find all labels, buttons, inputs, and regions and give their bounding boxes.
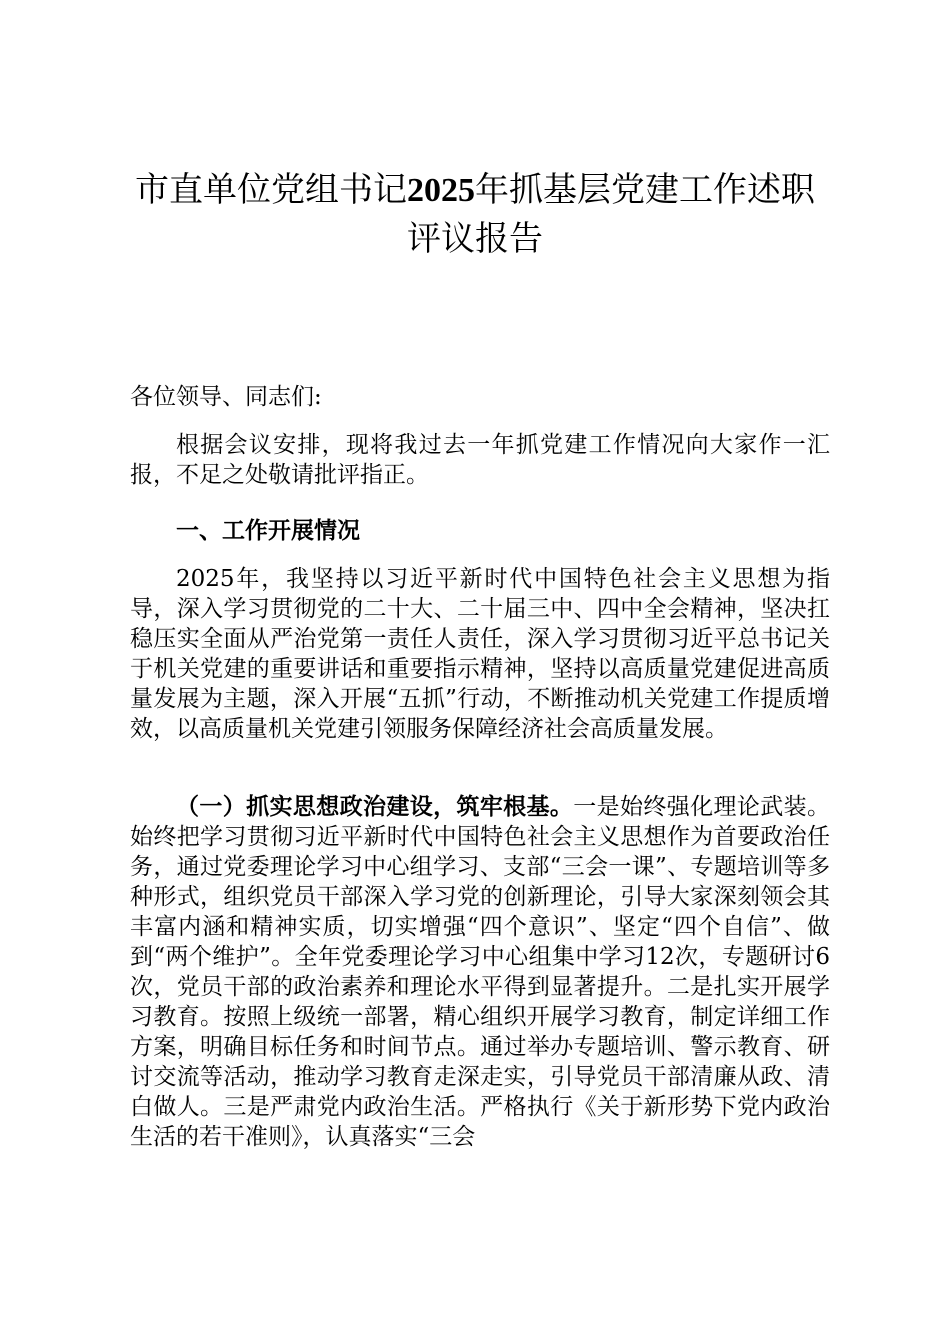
subsection-heading: （一）抓实思想政治建设，筑牢根基。 [176,793,574,820]
title-part-2: 年抓基层党建工作述职评议报告 [407,170,815,259]
summary-paragraph: 2025年，我坚持以习近平新时代中国特色社会主义思想为指导，深入学习贯彻党的二十大、二十届三中、四中全会精神，坚决扛稳压实全面从严治党第一责任人责任，深入学习贯彻习近平总书记关于机关党建的重要讲话和重要指示精神，坚持以高质量党建促进高质量发展为主题，深入开展“五抓”行动，不断推动机关党建工作提质增效，以高质量机关党建引领服务保障经济社会高质量发展。 [130,566,830,742]
section-heading: 一、工作开展情况 [176,517,360,544]
subsection-paragraph [130,792,830,1152]
intro-paragraph: 根据会议安排，现将我过去一年抓党建工作情况向大家作一汇报，不足之处敬请批评指正。 [130,432,830,488]
document-title [120,166,830,263]
subsection-body: 一是始终强化理论武装。始终把学习贯彻习近平新时代中国特色社会主义思想作为首要政治任务，通过党委理论学习中心组学习、支部“三会一课”、专题培训等多种形式，组织党员干部深入学习党的创新理论，引导大家深刻领会其丰富内涵和精神实质，切实增强“四个意识”、坚定“四个自信”、做到“两个维护”。全年党委理论学习中心组集中学习12次，专题研讨6次，党员干部的政治素养和理论水平得到显著提升。二是扎实开展学习教育。按照上级统一部署，精心组织开展学习教育，制定详细工作方案，明确目标任务和时间节点。通过举办专题培训、警示教育、研讨交流等活动，推动学习教育走深走实，引导党员干部清廉从政、清白做人。三是严肃党内政治生活。严格执行《关于新形势下党内政治生活的若干准则》，认真落实“三会 [130,794,831,1150]
title-year: 2025 [407,172,475,209]
salutation: 各位领导、同志们: [130,384,322,410]
title-part-1: 市直单位党组书记 [135,170,407,210]
